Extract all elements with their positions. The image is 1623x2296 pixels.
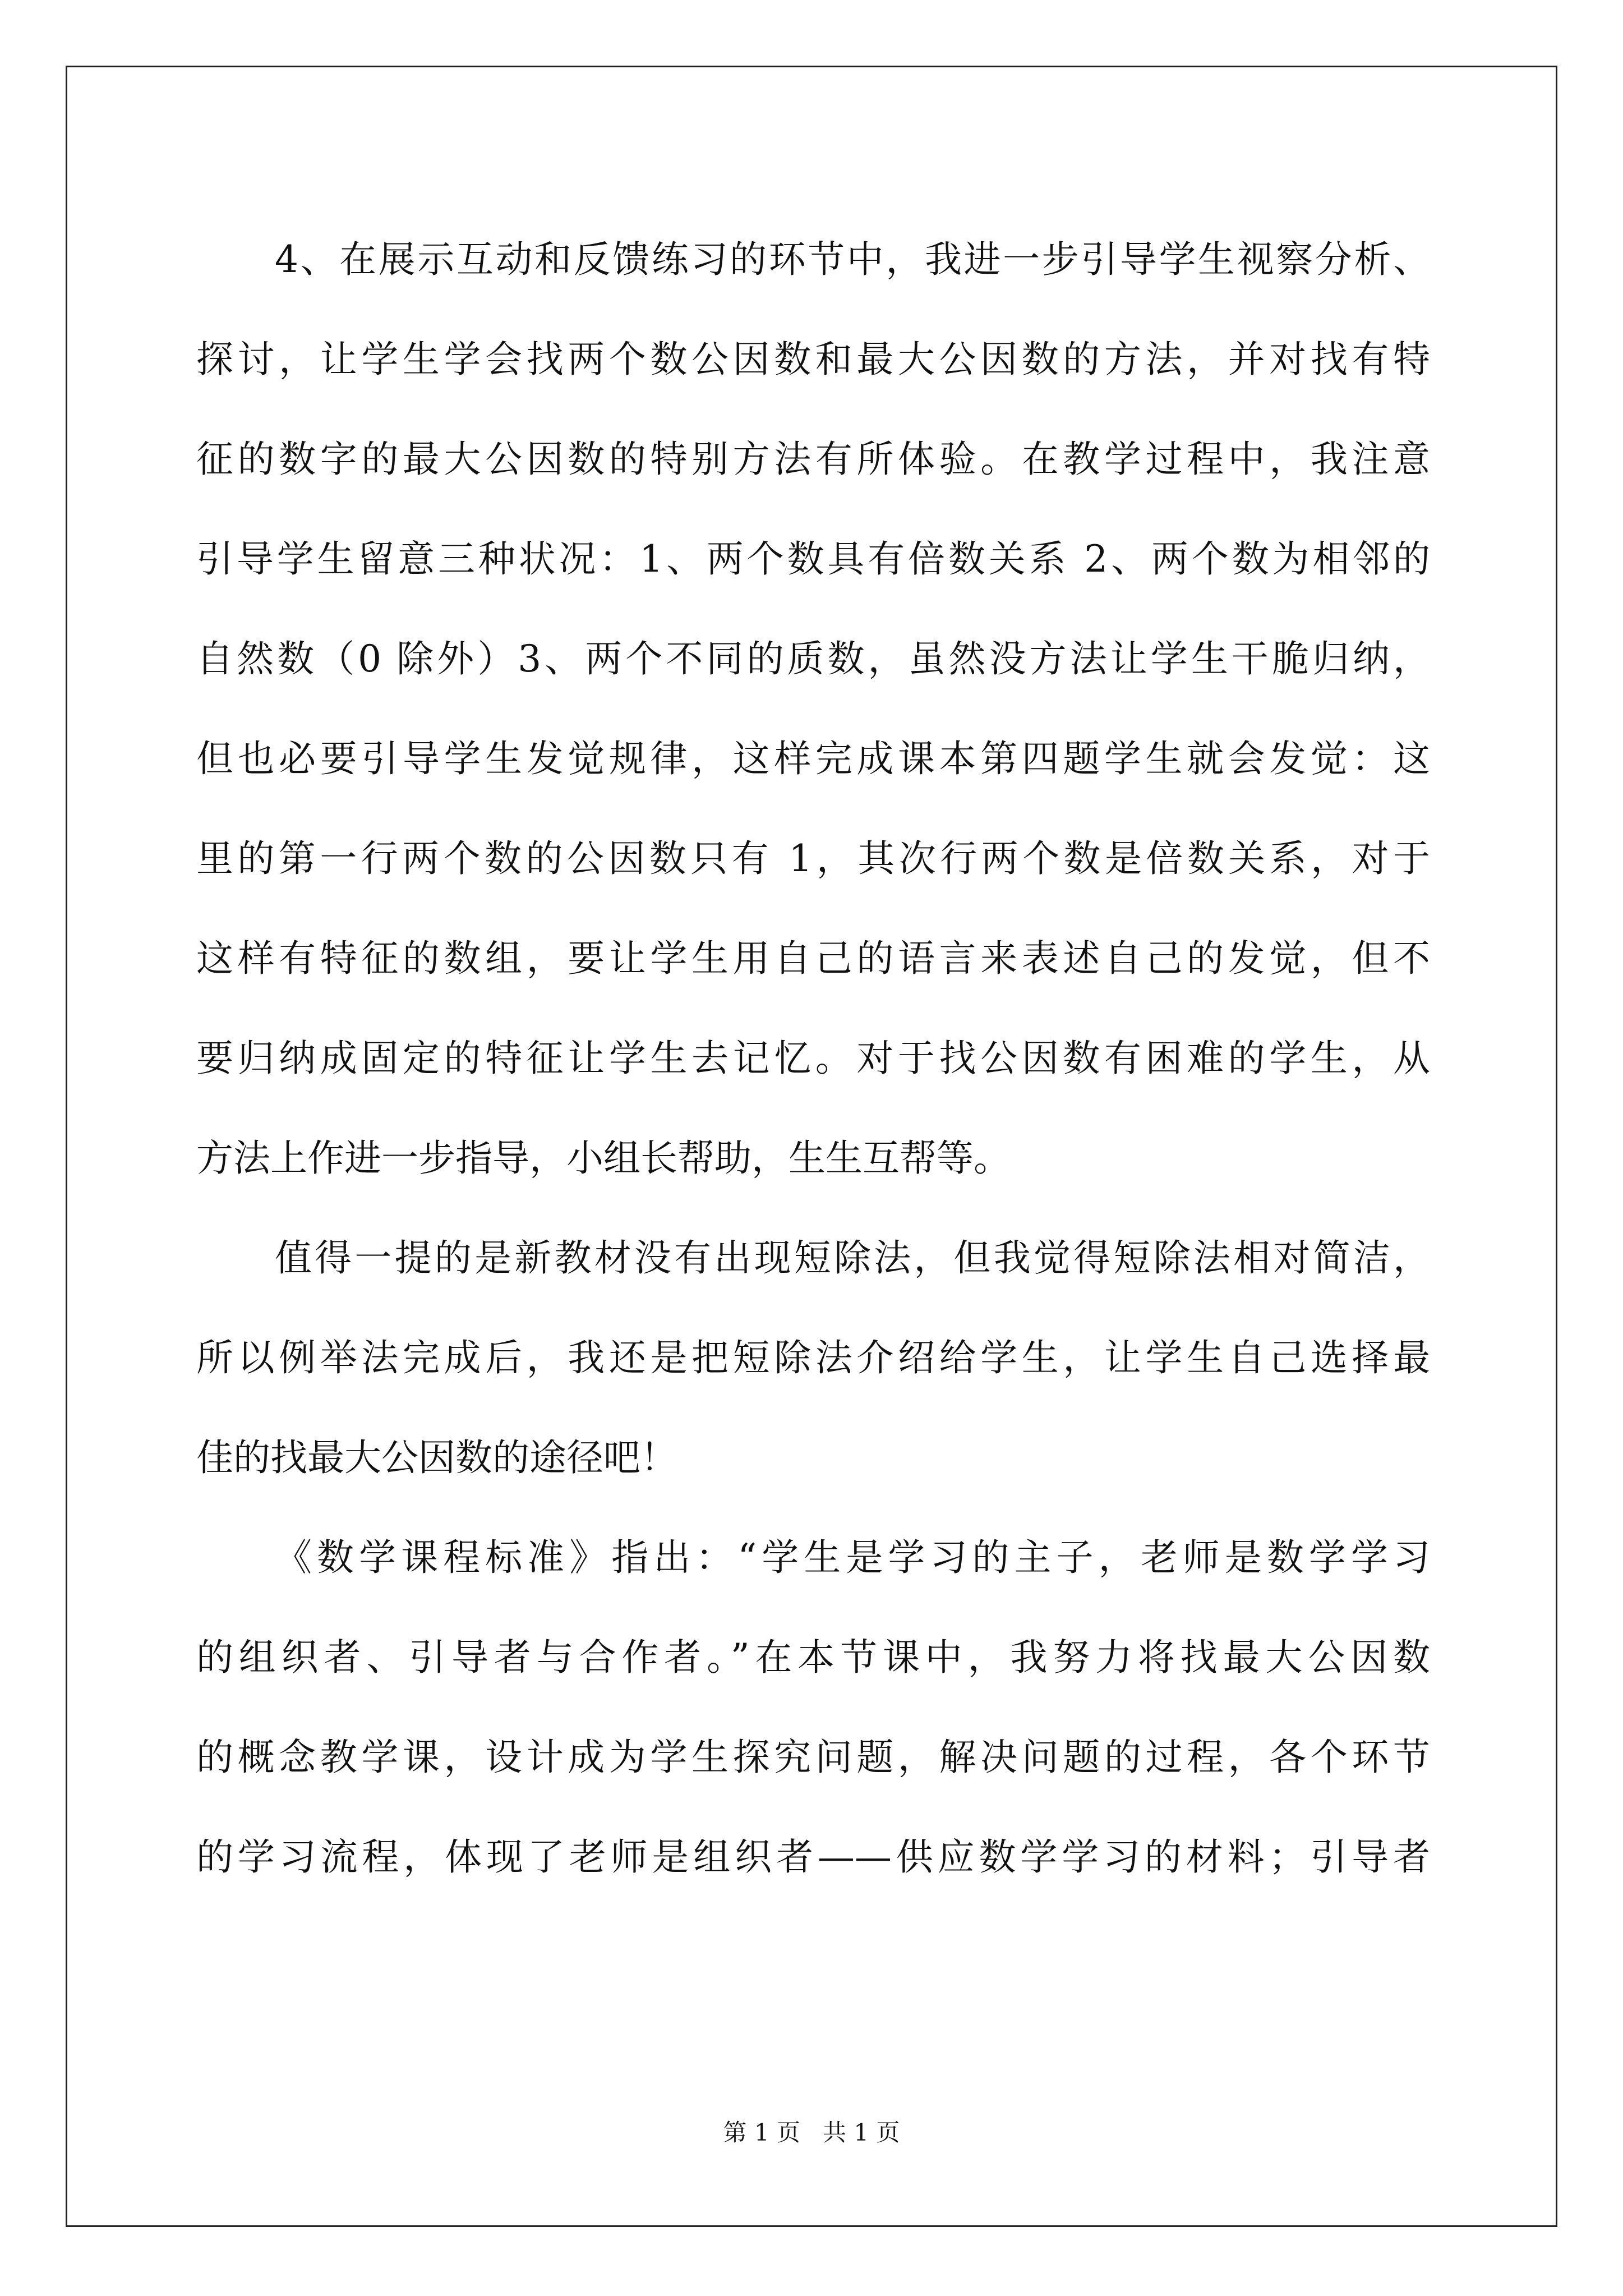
paragraph-2-line-3: 佳的找最大公因数的途径吧！ (196, 1436, 677, 1479)
paragraph-3-line-4: 的学习流程，体现了老师是组织者——供应数学学习的材料；引导者 (196, 1835, 1430, 1879)
document-body (196, 210, 1430, 1907)
paragraph-1-line-2: 探讨，让学生学会找两个数公因数和最大公因数的方法，并对找有特 (196, 338, 1430, 381)
paragraph-3-line-2: 的组织者、引导者与合作者。”在本节课中，我努力将找最大公因数 (196, 1636, 1430, 1679)
paragraph-2-line-1: 值得一提的是新教材没有出现短除法，但我觉得短除法相对简洁， (275, 1236, 1430, 1280)
paragraph-1-line-7: 里的第一行两个数的公因数只有 1，其次行两个数是倍数关系，对于 (196, 837, 1430, 880)
paragraph-1-line-6: 但也必要引导学生发觉规律，这样完成课本第四题学生就会发觉：这 (196, 737, 1430, 780)
paragraph-1-line-8: 这样有特征的数组，要让学生用自己的语言来表述自己的发觉，但不 (196, 937, 1430, 980)
paragraph-1-line-3: 征的数字的最大公因数的特别方法有所体验。在教学过程中，我注意 (196, 438, 1430, 481)
paragraph-3-line-1: 《数学课程标准》指出：“学生是学习的主子，老师是数学学习 (275, 1536, 1430, 1579)
paragraph-1-line-1: 4、在展示互动和反馈练习的环节中，我进一步引导学生视察分析、 (275, 238, 1430, 281)
paragraph-1-line-5: 自然数（0 除外）3、两个不同的质数，虽然没方法让学生干脆归纳， (196, 637, 1430, 680)
paragraph-2-line-2: 所以例举法完成后，我还是把短除法介绍给学生，让学生自己选择最 (196, 1336, 1430, 1379)
paragraph-1-line-9: 要归纳成固定的特征让学生去记忆。对于找公因数有困难的学生，从 (196, 1037, 1430, 1080)
paragraph-1-line-4: 引导学生留意三种状况：1、两个数具有倍数关系 2、两个数为相邻的 (196, 537, 1430, 581)
paragraph-3-line-3: 的概念教学课，设计成为学生探究问题，解决问题的过程，各个环节 (196, 1736, 1430, 1779)
page-number-footer: 第 1 页 共 1 页 (723, 2119, 900, 2146)
paragraph-1-line-10: 方法上作进一步指导，小组长帮助，生生互帮等。 (196, 1137, 1011, 1180)
